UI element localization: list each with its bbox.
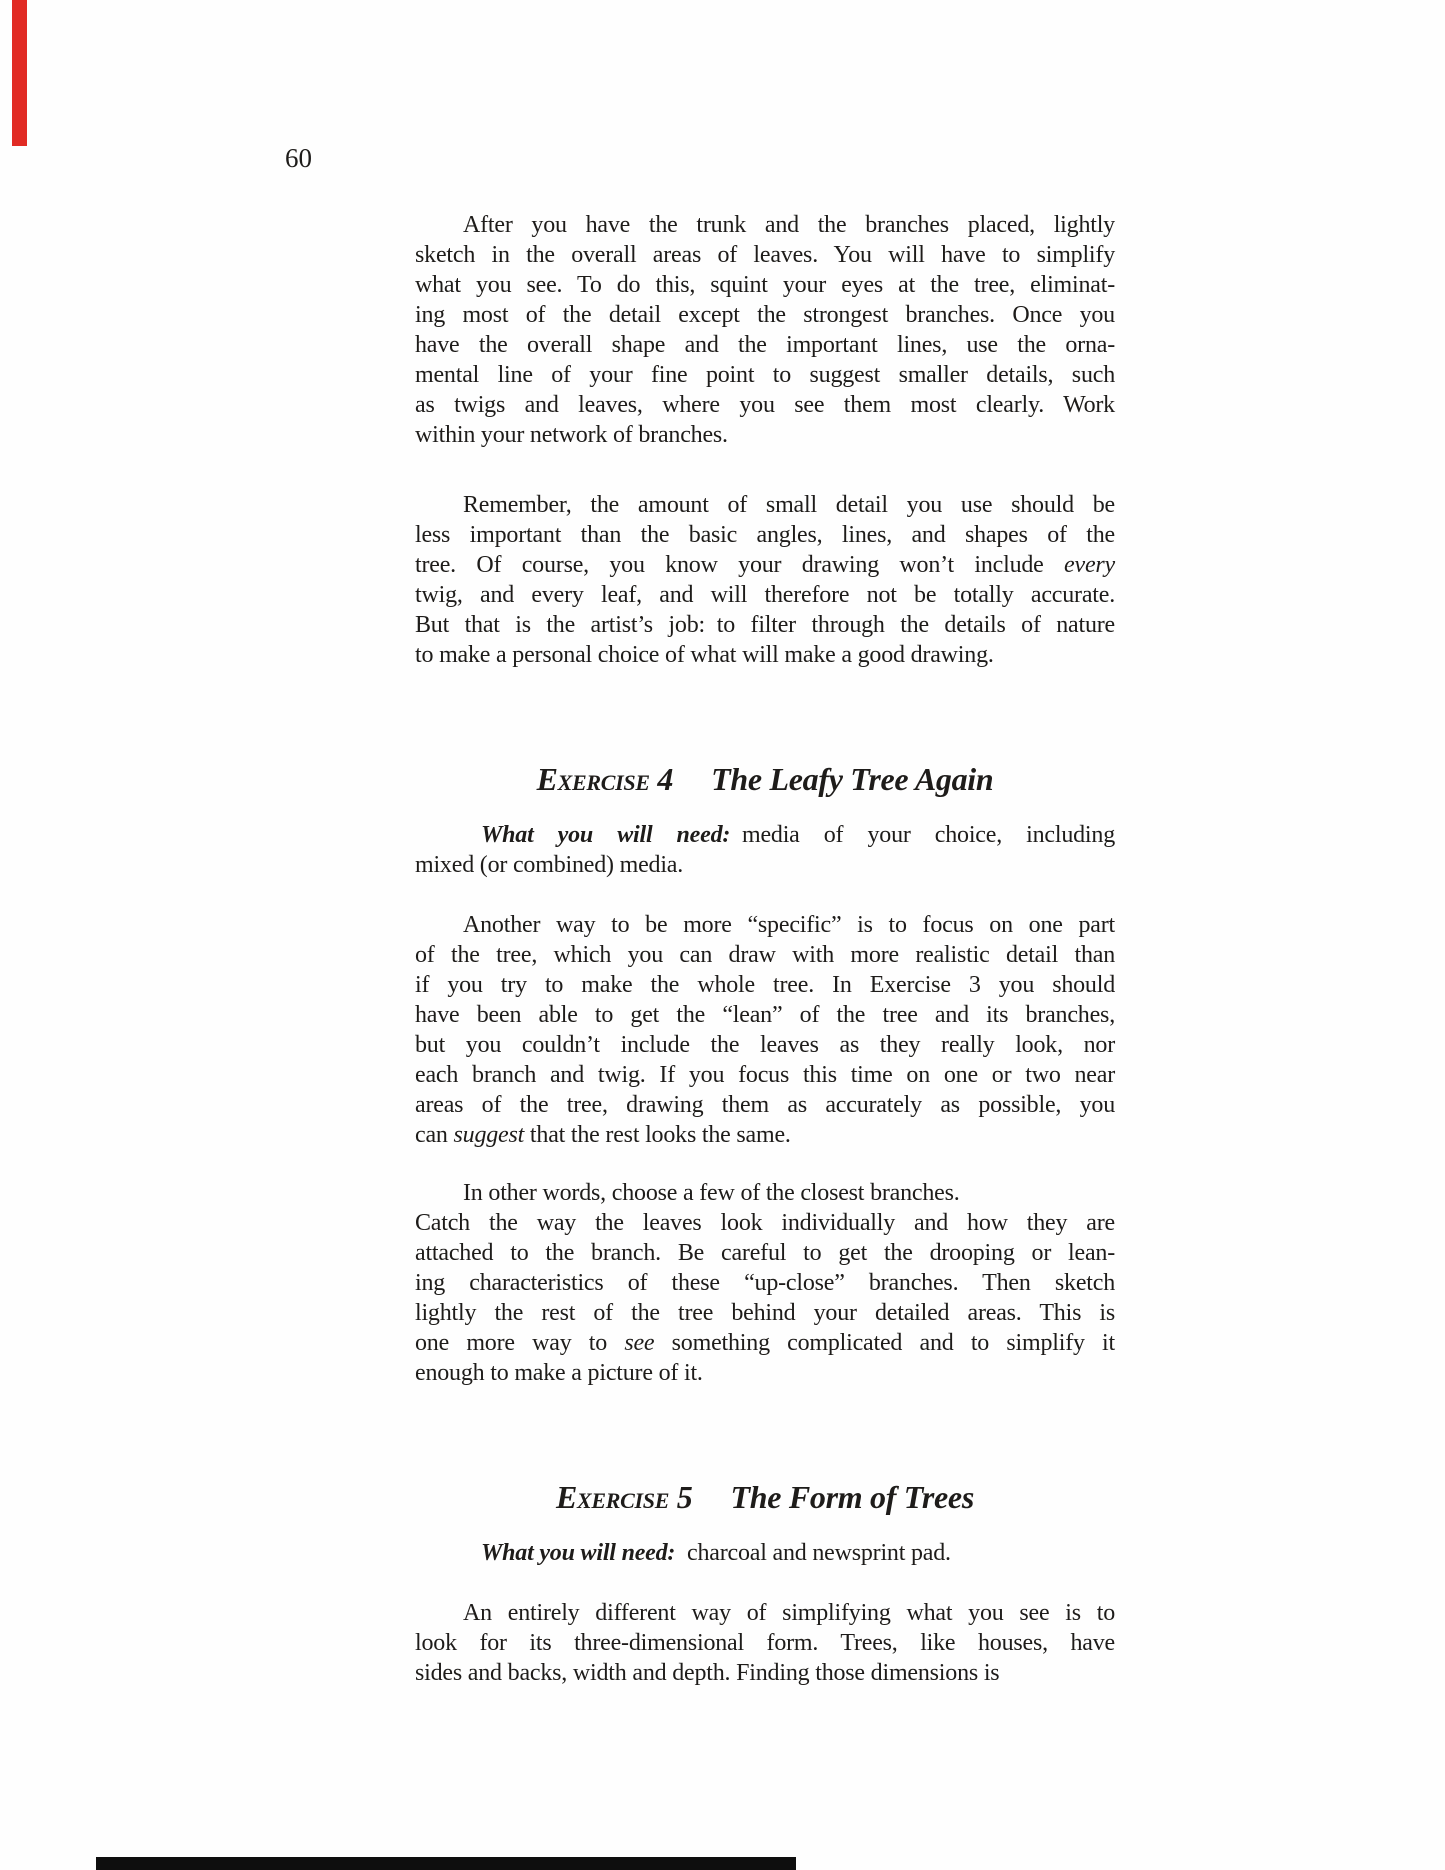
text-column — [415, 210, 1115, 1716]
paragraph-remember-detail: Remember, the amount of small detail you use should be less important than the basic angles, lines, and shapes of the tree. Of course, you know your drawing won’t include every twig, and every leaf, and will therefore not be totally accurate. But that is the artist’s job: to filter through the details of nature to make a personal choice of what will make a good drawing. — [415, 492, 1115, 668]
what-you-need-exercise-5: What you will need: charcoal and newsprint pad. — [481, 1540, 951, 1566]
scan-red-stripe-artifact — [12, 0, 27, 146]
scan-black-bar-artifact — [96, 1857, 796, 1870]
paragraph-be-specific: Another way to be more “specific” is to focus on one part of the tree, which you can draw with more realistic detail than if you try to make the whole tree. In Exercise 3 you should have been able to get the “lean” of the tree and its branches, but you couldn’t include the leaves as they really look, nor each branch and twig. If you focus this time on one or two near areas of the tree, drawing them as accurately as possible, you can suggest that the rest looks the same. — [415, 912, 1115, 1148]
exercise-4-number-label: Exercise 4 — [536, 761, 674, 797]
paragraph-three-dimensional-form: An entirely different way of simplifying what you see is to look for its three-dimensional form. Trees, like houses, have sides and backs, width and depth. Finding those dimensions is — [415, 1600, 1115, 1686]
what-you-need-exercise-4: What you will need: media of your choice, including mixed (or combined) media. — [415, 822, 1115, 878]
exercise-4-title: The Leafy Tree Again — [711, 761, 994, 797]
paragraph-closest-branches: In other words, choose a few of the closest branches. Catch the way the leaves look individually and how they are attached to the branch. Be careful to get the drooping or lean- ing characteristics of these “up-close” branches. Then sketch lightly the rest of the tree behind your detailed areas. This is one more way to see something complicated and to simplify it enough to make a picture of it. — [415, 1180, 1115, 1386]
exercise-4-heading — [415, 760, 1115, 798]
paragraph-leafy-sketch: After you have the trunk and the branches placed, lightly sketch in the overall areas of leaves. You will have to simplify what you see. To do this, squint your eyes at the tree, eliminat- ing most of the detail except the strongest branches. Once you have the overall shape and the important lines, use the orna- mental line of your fine point to suggest smaller details, such as twigs and leaves, where you see them most clearly. Work within your network of branches. — [415, 212, 1115, 448]
page-number: 60 — [285, 143, 312, 173]
exercise-5-title: The Form of Trees — [730, 1479, 974, 1515]
exercise-5-heading — [415, 1478, 1115, 1516]
exercise-5-number-label: Exercise 5 — [556, 1479, 693, 1515]
